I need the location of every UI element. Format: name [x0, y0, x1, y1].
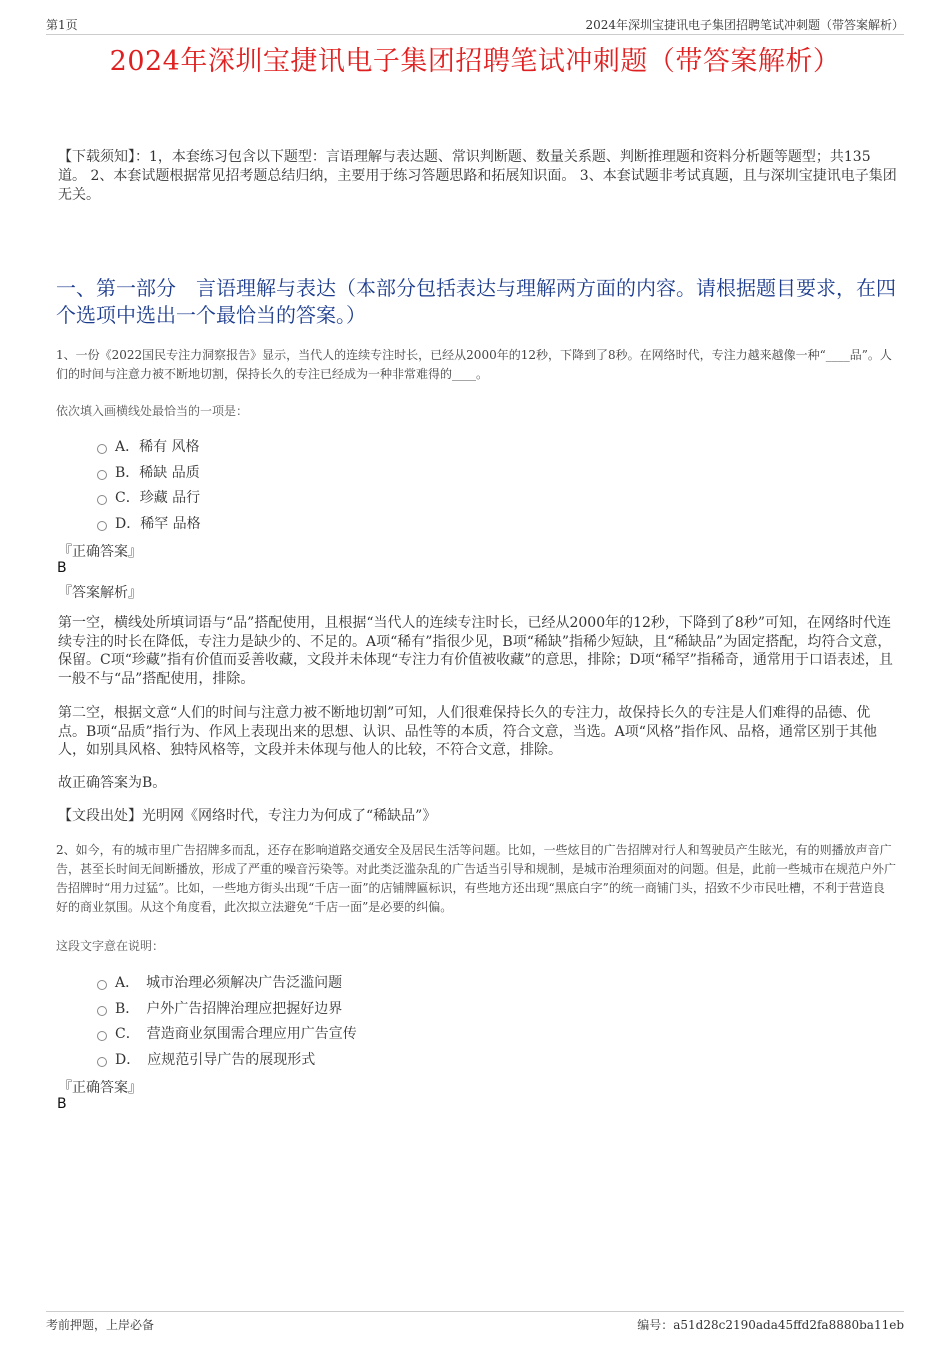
analysis-conclusion: 故正确答案为B。 — [58, 775, 167, 791]
option-c[interactable] — [97, 1020, 357, 1046]
source-citation: 【文段出处】光明网《网络时代，专注力为何成了“稀缺品”》 — [58, 808, 437, 824]
question-2-prompt: 这段文字意在说明： — [56, 939, 165, 953]
option-b[interactable] — [97, 459, 201, 485]
radio-icon[interactable] — [97, 1031, 107, 1041]
option-label: A． 城市治理必须解决广告泛滥问题 — [115, 974, 343, 991]
option-label: D．稀罕 品格 — [115, 515, 201, 532]
option-label: C．珍藏 品行 — [115, 490, 201, 507]
radio-icon[interactable] — [97, 1006, 107, 1016]
header-doc-title: 2024年深圳宝捷讯电子集团招聘笔试冲刺题（带答案解析） — [585, 18, 904, 32]
radio-icon[interactable] — [97, 495, 107, 505]
correct-answer: B — [57, 1096, 67, 1112]
document-id: 编号：a51d28c2190ada45ffd2fa8880ba11eb — [637, 1318, 904, 1332]
question-1-stem: 1、一份《2022国民专注力洞察报告》显示，当代人的连续专注时长，已经从2000年的12秒，下降到了8秒。在网络时代，专注力越来越像一种“____品”。人们的时间与注意力被不断地切割，保持长久的专注已经成为一种非常难得的____。 — [56, 348, 892, 381]
radio-icon[interactable] — [97, 444, 107, 454]
radio-icon[interactable] — [97, 980, 107, 990]
option-label: B． 户外广告招牌治理应把握好边界 — [115, 1000, 343, 1017]
page-footer — [46, 1311, 904, 1334]
download-notice: 【下载须知】：1，本套练习包含以下题型：言语理解与表达题、常识判断题、数量关系题、判断推理题和资料分析题等题型；共135道。 2、本套试题根据常见招考题总结归纳，主要用于练习答题思路和拓展知识面。 3、本套试题非考试真题，且与深圳宝捷讯电子集团无关。 — [58, 149, 897, 203]
question-2-stem: 2、如今，有的城市里广告招牌多而乱，还存在影响道路交通安全及居民生活等问题。比如，一些炫目的广告招牌对行人和驾驶员产生眩光，有的则播放声音广告，甚至长时间无间断播放，形成了严重的噪音污染等。对此类泛滥杂乱的广告适当引导和规制，是城市治理须面对的问题。但是，此前一些城市在规范户外广告招牌时“用力过猛”。比如，一些地方街头出现“千店一面”的店铺牌匾标识，有些地方还出现“黑底白字”的统一商铺门头，招致不少市民吐槽，不利于营造良好的商业氛围。从这个角度看，此次拟立法避免“千店一面”是必要的纠偏。 — [56, 843, 897, 914]
option-label: A．稀有 风格 — [115, 438, 200, 455]
analysis-label: 『答案解析』 — [58, 585, 142, 601]
question-1-options — [97, 433, 201, 536]
correct-answer-label: 『正确答案』 — [58, 1080, 142, 1096]
radio-icon[interactable] — [97, 521, 107, 531]
option-b[interactable] — [97, 995, 357, 1021]
analysis-paragraph-2: 第二空，根据文意“人们的时间与注意力被不断地切割”可知，人们很难保持长久的专注力，故保持长久的专注是人们难得的品德、优点。B项“品质”指行为、作风上表现出来的思想、认识、品性等的本质，符合文意，当选。A项“风格”指作风、品格，通常区别于其他人，如别具风格、独特风格等，文段并未体现与他人的比较，不符合文意，排除。 — [58, 705, 878, 758]
page-title: 2024年深圳宝捷讯电子集团招聘笔试冲刺题（带答案解析） — [109, 46, 841, 77]
footer-slogan: 考前押题，上岸必备 — [46, 1318, 155, 1332]
correct-answer: B — [57, 560, 67, 576]
option-c[interactable] — [97, 484, 201, 510]
correct-answer-label: 『正确答案』 — [58, 544, 142, 560]
option-d[interactable] — [97, 510, 201, 536]
option-a[interactable] — [97, 433, 201, 459]
option-d[interactable] — [97, 1046, 357, 1072]
page-number: 第1页 — [46, 18, 78, 32]
section-heading: 一、第一部分 言语理解与表达（本部分包括表达与理解两方面的内容。请根据题目要求，在四个选项中选出一个最恰当的答案。） — [56, 276, 896, 327]
page-header — [46, 14, 904, 35]
option-label: D． 应规范引导广告的展现形式 — [115, 1051, 316, 1068]
option-label: C． 营造商业氛围需合理应用广告宣传 — [115, 1026, 357, 1043]
question-1-prompt: 依次填入画横线处最恰当的一项是： — [56, 404, 249, 418]
radio-icon[interactable] — [97, 470, 107, 480]
analysis-paragraph-1: 第一空，横线处所填词语与“品”搭配使用，且根据“当代人的连续专注时长，已经从2000年的12秒，下降到了8秒”可知，在网络时代连续专注的时长在降低，专注力是缺少的、不足的。A项“稀有”指很少见，B项“稀缺”指稀少短缺，且“稀缺品”为固定搭配，均符合文意，保留。C项“珍藏”指有价值而妥善收藏，文段并未体现“专注力有价值被收藏”的意思，排除；D项“稀罕”指稀奇，通常用于口语表述，且一般不与“品”搭配使用，排除。 — [58, 615, 893, 687]
radio-icon[interactable] — [97, 1057, 107, 1067]
option-label: B．稀缺 品质 — [115, 464, 200, 481]
question-2-options — [97, 969, 357, 1072]
option-a[interactable] — [97, 969, 357, 995]
